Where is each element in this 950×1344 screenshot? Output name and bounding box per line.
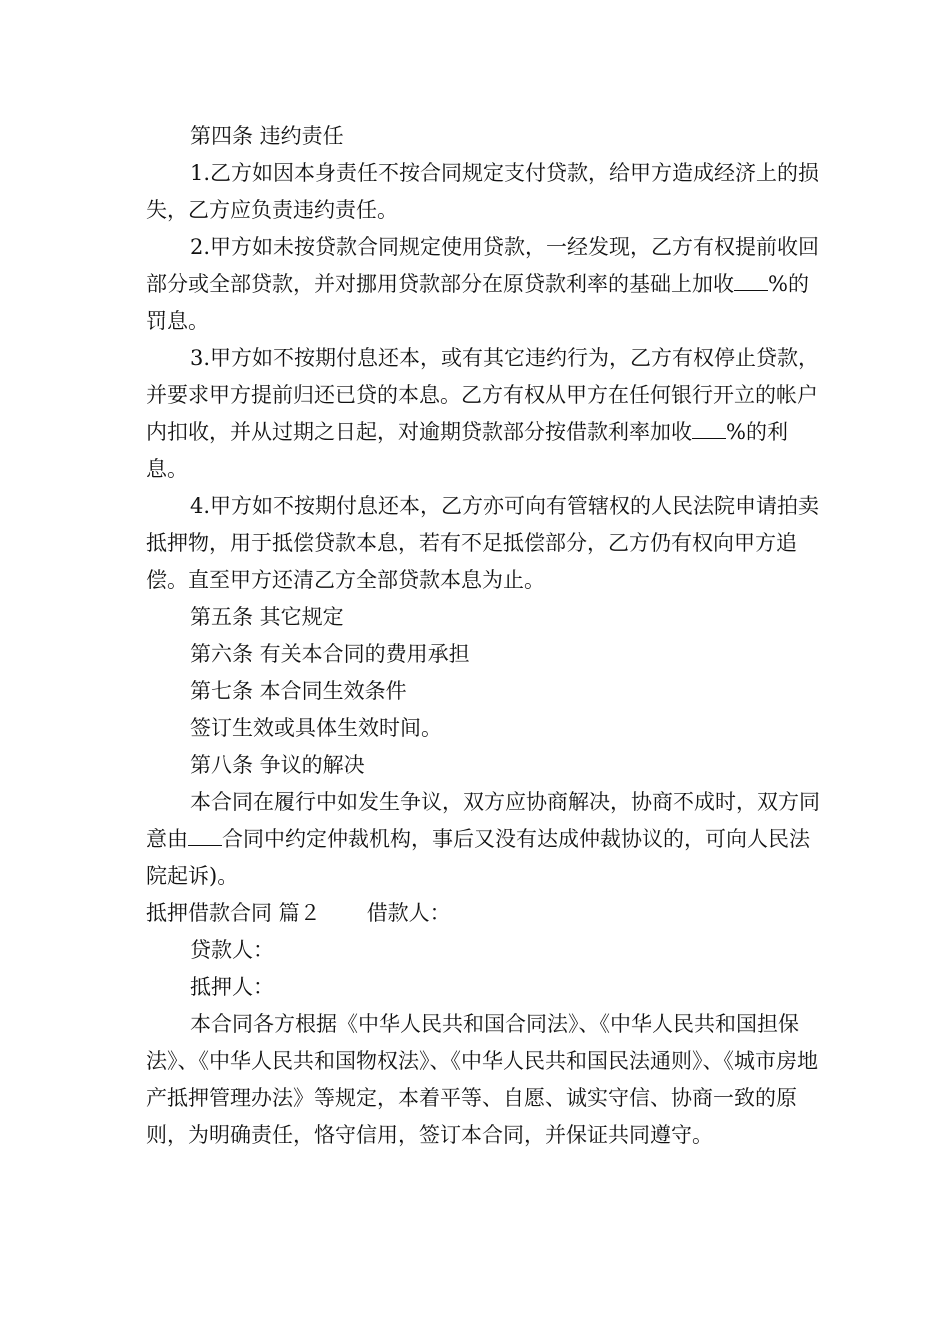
section-2-title: 抵押借款合同 篇２	[146, 901, 321, 925]
mortgagor-label: 抵押人：	[190, 975, 274, 999]
fill-in-blank	[188, 827, 222, 846]
preamble-paragraph: 本合同各方根据《中华人民共和国合同法》、《中华人民共和国担保法》、《中华人民共和国物权法》、《中华人民共和国民法通则》、《城市房地产抵押管理办法》等规定，本着平等、自愿、诚实守信、协商一致的原则，为明确责任，恪守信用，签订本合同，并保证共同遵守。	[146, 1012, 818, 1147]
article-8-text-tail: 合同中约定仲裁机构，事后又没有达成仲裁协议的，可向人民法院起诉)。	[146, 827, 810, 888]
fill-in-blank	[692, 420, 726, 439]
article-4-clause-2-tail: %的罚息。	[146, 272, 809, 333]
document-body	[146, 118, 826, 1154]
article-8-text	[146, 784, 826, 895]
article-7-text: 签订生效或具体生效时间。	[190, 716, 442, 740]
article-8-heading: 第八条 争议的解决	[190, 753, 365, 777]
article-4-clause-2	[146, 229, 826, 340]
fill-in-blank	[734, 272, 768, 291]
article-6-heading: 第六条 有关本合同的费用承担	[190, 642, 470, 666]
article-4-heading: 第四条 违约责任	[190, 124, 344, 148]
lender-label: 贷款人：	[190, 938, 274, 962]
article-4-clause-3-text: 3.甲方如不按期付息还本，或有其它违约行为，乙方有权停止贷款，并要求甲方提前归还已贷的本息。乙方有权从甲方在任何银行开立的帐户内扣收，并从过期之日起，对逾期贷款部分按借款利率加收	[146, 346, 820, 444]
article-5-heading: 第五条 其它规定	[190, 605, 344, 629]
article-4-clause-3-tail: %的利息。	[146, 420, 788, 481]
article-8-text-head: 本合同在履行中如发生争议，双方应协商解决，协商不成时，双方同意由	[146, 790, 820, 851]
article-4-clause-3	[146, 340, 826, 488]
article-4-clause-2-text: 2.甲方如未按贷款合同规定使用贷款，一经发现，乙方有权提前收回部分或全部贷款，并对挪用贷款部分在原贷款利率的基础上加收	[146, 235, 820, 296]
article-4-clause-4: 4.甲方如不按期付息还本，乙方亦可向有管辖权的人民法院申请拍卖抵押物，用于抵偿贷款本息，若有不足抵偿部分，乙方仍有权向甲方追偿。直至甲方还清乙方全部贷款本息为止。	[146, 494, 820, 592]
article-4-clause-1: 1.乙方如因本身责任不按合同规定支付贷款，给甲方造成经济上的损失，乙方应负责违约责任。	[146, 161, 820, 222]
article-7-heading: 第七条 本合同生效条件	[190, 679, 407, 703]
borrower-label: 借款人：	[366, 901, 451, 925]
section-2-title-line	[146, 895, 826, 932]
